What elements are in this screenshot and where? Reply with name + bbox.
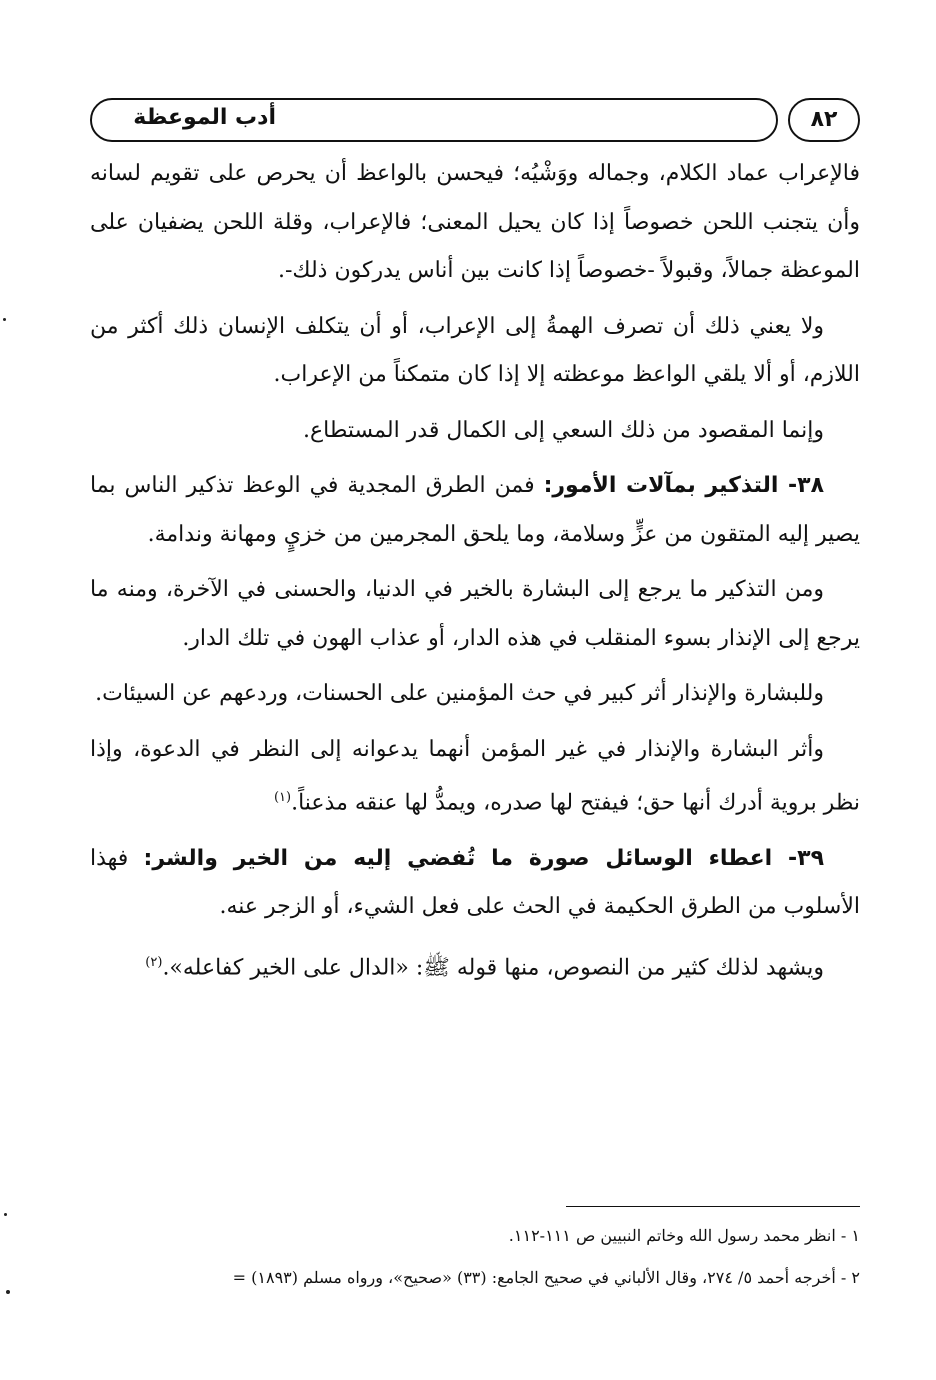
section-38 bbox=[90, 462, 860, 559]
paragraph-6 bbox=[90, 726, 860, 828]
footnote-separator bbox=[566, 1206, 860, 1207]
footnote-ref-2: (٢) bbox=[145, 954, 163, 970]
paragraph-6-text: وأثر البشارة والإنذار في غير المؤمن أنهما يدعوانه إلى النظر في الدعوة، وإذا نظر بروية أدرك أنها حق؛ فيفتح لها صدره، ويمدُّ لها عنقه مذعناً. bbox=[90, 736, 860, 816]
body-text bbox=[90, 150, 860, 1000]
paragraph-2: ولا يعني ذلك أن تصرف الهمةُ إلى الإعراب، أو أن يتكلف الإنسان ذلك أكثر من اللازم، أو ألا يلقي الواعظ موعظته إلا إذا كان متمكناً من الإعراب. bbox=[90, 313, 860, 387]
paragraph-1: فالإعراب عماد الكلام، وجماله ووَشْيُه؛ فيحسن بالواعظ أن يحرص على تقويم لسانه وأن يتجنب اللحن خصوصاً إذا كان يحيل المعنى؛ فالإعراب، وقلة اللحن يضفيان على الموعظة جمالاً، وقبولاً -خصوصاً إذا كانت بين أناس يدركون ذلك-. bbox=[90, 161, 860, 283]
scan-speck bbox=[6, 1290, 10, 1294]
footnote-2: ٢ - أخرجه أحمد ٥/ ٢٧٤، وقال الألباني في صحيح الجامع: (٣٣) «صحيح»، ورواه مسلم (١٨٩٣) = bbox=[232, 1268, 860, 1287]
paragraph-4: ومن التذكير ما يرجع إلى البشارة بالخير في الدنيا، والحسنى في الآخرة، ومنه ما يرجع إلى الإنذار بسوء المنقلب في هذه الدار، أو عذاب الهون في تلك الدار. bbox=[90, 577, 860, 651]
section-39-heading: ٣٩- اعطاء الوسائل صورة ما تُفضي إليه من الخير والشر: bbox=[143, 845, 824, 871]
paragraph-7-text: ويشهد لذلك كثير من النصوص، منها قوله ﷺ: «الدال على الخير كفاعله». bbox=[162, 955, 824, 981]
paragraph-3: وإنما المقصود من ذلك السعي إلى الكمال قدر المستطاع. bbox=[303, 417, 824, 443]
page-number-badge bbox=[788, 98, 860, 142]
running-header-title: أدب الموعظة bbox=[133, 105, 276, 130]
page-number: ٨٢ bbox=[810, 107, 838, 132]
scan-speck bbox=[3, 318, 6, 321]
section-38-text: فمن الطرق المجدية في الوعظ تذكير الناس بما يصير إليه المتقون من عزٍّ وسلامة، وما يلحق المجرمين من خزيٍ ومهانة وندامة. bbox=[90, 473, 860, 547]
section-38-heading: ٣٨- التذكير بمآلات الأمور: bbox=[543, 473, 824, 498]
section-39-text: فهذا الأسلوب من الطرق الحكيمة في الحث على فعل الشيء، أو الزجر عنه. bbox=[90, 845, 860, 920]
paragraph-7 bbox=[90, 939, 860, 993]
running-header bbox=[90, 98, 778, 142]
scan-speck bbox=[4, 1213, 7, 1216]
paragraph-5: وللبشارة والإنذار أثر كبير في حث المؤمنين على الحسنات، وردعهم عن السيئات. bbox=[95, 681, 824, 706]
section-39 bbox=[90, 835, 860, 932]
footnote-ref-1: (١) bbox=[273, 790, 292, 805]
footnote-1: ١ - انظر محمد رسول الله وخاتم النبيين ص ١١١-١١٢. bbox=[508, 1226, 860, 1245]
